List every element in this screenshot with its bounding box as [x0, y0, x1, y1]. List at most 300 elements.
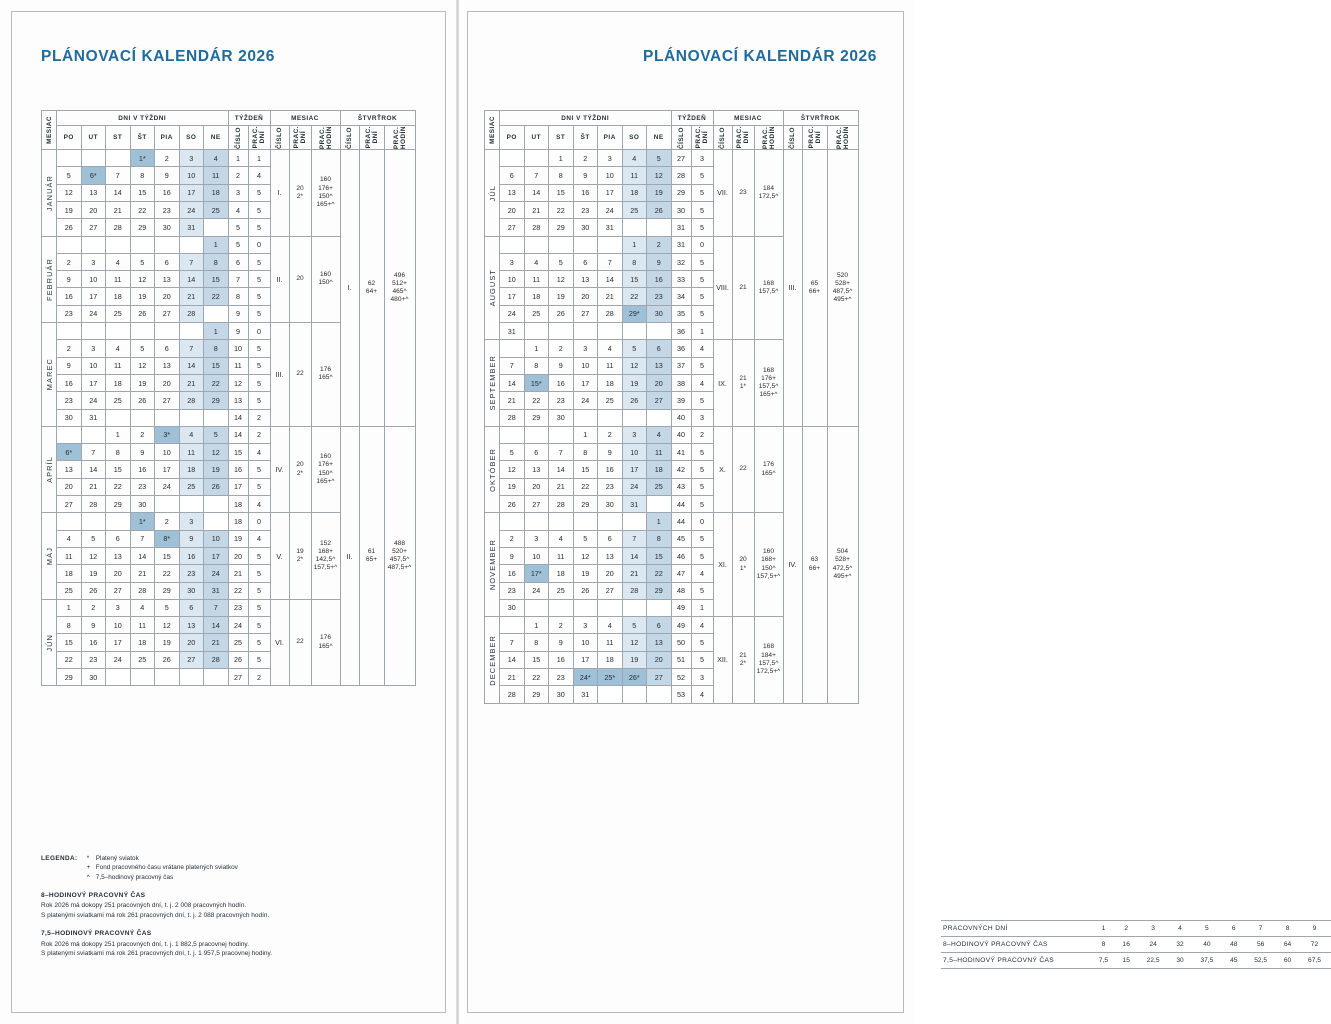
day-cell	[179, 669, 204, 686]
day-cell: 2	[549, 340, 574, 357]
day-cell: 21	[549, 478, 574, 495]
day-cell: 2	[155, 150, 180, 167]
day-cell: 14	[179, 357, 204, 374]
day-cell: 31	[204, 582, 229, 599]
legend-block-heading-8h: 8–HODINOVÝ PRACOVNÝ ČAS	[41, 891, 146, 899]
week-number-cell: 7	[228, 271, 248, 288]
week-number-cell: 28	[671, 167, 691, 184]
day-cell	[179, 236, 204, 253]
legend-block-line: S platenými sviatkami má rok 261 pracovných dní, t. j. 1 957,5 pracovnej hodiny.	[41, 950, 273, 958]
day-cell: 6	[573, 253, 598, 270]
day-cell: 10	[500, 271, 525, 288]
day-cell: 7	[500, 634, 525, 651]
day-cell	[573, 513, 598, 530]
day-cell: 13	[81, 184, 106, 201]
day-cell	[106, 150, 131, 167]
header-weekday-ut: UT	[524, 126, 549, 150]
week-number-cell: 30	[671, 201, 691, 218]
day-cell: 15	[106, 461, 131, 478]
day-cell: 18	[598, 374, 623, 391]
quarter-number-cell: II.	[340, 426, 359, 685]
day-cell: 25	[179, 478, 204, 495]
day-cell: 21	[130, 565, 155, 582]
day-cell: 7	[204, 599, 229, 616]
day-cell: 11	[549, 547, 574, 564]
page-title-left: PLÁNOVACÍ KALENDÁR 2026	[41, 48, 275, 65]
day-cell: 12	[130, 357, 155, 374]
day-cell: 24	[573, 392, 598, 409]
day-cell	[204, 409, 229, 426]
week-number-cell: 27	[671, 150, 691, 167]
day-cell: 24	[598, 201, 623, 218]
day-cell: 5	[57, 167, 82, 184]
day-cell: 4	[598, 340, 623, 357]
week-workdays-cell: 0	[248, 236, 270, 253]
day-cell	[81, 323, 106, 340]
day-cell	[155, 409, 180, 426]
week-number-cell: 38	[671, 374, 691, 391]
day-cell: 20	[598, 565, 623, 582]
day-cell: 8	[204, 253, 229, 270]
page-title-right: PLÁNOVACÍ KALENDÁR 2026	[643, 48, 877, 65]
week-number-cell: 1	[228, 150, 248, 167]
month-label: JÚL	[485, 150, 500, 236]
day-cell: 10	[622, 444, 647, 461]
day-cell: 8	[622, 253, 647, 270]
week-number-cell: 37	[671, 357, 691, 374]
day-cell: 24	[179, 201, 204, 218]
day-cell: 2	[549, 617, 574, 634]
week-workdays-cell: 5	[691, 582, 713, 599]
day-cell: 10	[155, 444, 180, 461]
week-number-cell: 43	[671, 478, 691, 495]
header-month-number: ČÍSLO	[270, 126, 289, 150]
quarter-number-cell: IV.	[783, 426, 802, 703]
hours-value-cell: 2	[1116, 921, 1137, 937]
day-cell: 8	[57, 617, 82, 634]
header-quarter-hours: PRAC. HODÍN	[827, 126, 858, 150]
day-cell: 27	[647, 669, 672, 686]
day-cell	[549, 323, 574, 340]
week-number-cell: 36	[671, 323, 691, 340]
day-cell: 21	[106, 201, 131, 218]
day-cell: 19	[57, 201, 82, 218]
day-cell: 29	[549, 219, 574, 236]
month-workdays-cell: 20 2*	[289, 426, 311, 512]
day-cell	[573, 236, 598, 253]
day-cell: 14	[524, 184, 549, 201]
month-hours-cell: 176 165^	[754, 426, 783, 512]
month-hours-cell: 176 165^	[311, 323, 340, 427]
day-cell: 27	[647, 392, 672, 409]
day-cell: 19	[81, 565, 106, 582]
day-cell: 6	[647, 340, 672, 357]
day-cell: 10	[204, 530, 229, 547]
day-cell: 26	[57, 219, 82, 236]
day-cell: 6	[598, 530, 623, 547]
day-cell: 5	[622, 340, 647, 357]
header-week-workdays: PRAC. DNÍ	[691, 126, 713, 150]
day-cell	[81, 236, 106, 253]
day-cell: 1	[622, 236, 647, 253]
day-cell	[598, 686, 623, 703]
week-workdays-cell: 5	[691, 530, 713, 547]
day-cell: 21	[204, 634, 229, 651]
day-cell: 22	[106, 478, 131, 495]
month-label: MÁJ	[42, 513, 57, 599]
day-cell	[81, 426, 106, 443]
day-cell	[573, 323, 598, 340]
day-cell: 7	[549, 444, 574, 461]
header-week-workdays: PRAC. DNÍ	[248, 126, 270, 150]
day-cell	[155, 236, 180, 253]
day-cell: 1	[524, 617, 549, 634]
day-cell: 9	[57, 271, 82, 288]
month-number-cell: VI.	[270, 599, 289, 685]
month-number-cell: VIII.	[713, 236, 732, 340]
day-cell: 24	[81, 305, 106, 322]
day-cell: 31	[573, 686, 598, 703]
day-cell	[500, 150, 525, 167]
day-cell: 6	[155, 340, 180, 357]
week-number-cell: 49	[671, 617, 691, 634]
day-cell: 6	[179, 599, 204, 616]
day-cell: 15	[549, 184, 574, 201]
day-cell: 16	[549, 651, 574, 668]
day-cell: 5	[573, 530, 598, 547]
hours-value-cell: 3	[1137, 921, 1170, 937]
day-cell: 9	[57, 357, 82, 374]
month-number-cell: IX.	[713, 340, 732, 426]
hours-value-cell: 40	[1190, 937, 1223, 953]
week-workdays-cell: 5	[691, 288, 713, 305]
header-weekday-ut: UT	[81, 126, 106, 150]
week-workdays-cell: 5	[691, 392, 713, 409]
day-cell: 11	[598, 634, 623, 651]
week-number-cell: 32	[671, 253, 691, 270]
day-cell: 18	[106, 374, 131, 391]
month-hours-cell: 168 157,5^	[754, 236, 783, 340]
day-cell: 1	[647, 513, 672, 530]
day-cell: 27	[598, 582, 623, 599]
quarter-number-cell: I.	[340, 150, 359, 427]
day-cell: 23	[179, 565, 204, 582]
day-cell: 26	[204, 478, 229, 495]
day-cell: 27	[500, 219, 525, 236]
month-label: SEPTEMBER	[485, 340, 500, 426]
legend-items	[87, 854, 238, 882]
day-cell: 15	[155, 547, 180, 564]
day-cell: 4	[179, 426, 204, 443]
day-cell: 23	[549, 669, 574, 686]
day-cell: 29	[106, 496, 131, 513]
hours-row-label: 8–HODINOVÝ PRACOVNÝ ČAS	[941, 937, 1091, 953]
day-cell: 2	[57, 340, 82, 357]
week-workdays-cell: 1	[248, 150, 270, 167]
week-workdays-cell: 5	[691, 478, 713, 495]
header-quarter: ŠTVRŤROK	[783, 111, 858, 126]
day-cell	[204, 219, 229, 236]
day-cell: 30	[549, 409, 574, 426]
hours-value-cell: 7	[1244, 921, 1277, 937]
day-cell: 27	[57, 496, 82, 513]
header-month-group: MESIAC	[713, 111, 783, 126]
hours-value-cell: 8	[1277, 921, 1298, 937]
day-cell: 23	[549, 392, 574, 409]
day-cell: 3	[524, 530, 549, 547]
header-month-number: ČÍSLO	[713, 126, 732, 150]
month-number-cell: IV.	[270, 426, 289, 512]
day-cell	[106, 513, 131, 530]
month-number-cell: VII.	[713, 150, 732, 236]
day-cell: 5	[81, 530, 106, 547]
day-cell: 7	[81, 444, 106, 461]
day-cell: 12	[622, 634, 647, 651]
day-cell: 4	[106, 340, 131, 357]
day-cell: 10	[573, 634, 598, 651]
hours-value-cell: 45	[1223, 953, 1244, 969]
day-cell: 22	[647, 565, 672, 582]
day-cell: 9	[573, 167, 598, 184]
day-cell	[106, 236, 131, 253]
day-cell: 23	[500, 582, 525, 599]
day-cell: 21	[622, 565, 647, 582]
page-left	[0, 0, 457, 1024]
day-cell: 29	[647, 582, 672, 599]
day-cell: 17*	[524, 565, 549, 582]
week-number-cell: 25	[228, 634, 248, 651]
day-cell: 9	[549, 634, 574, 651]
day-cell	[130, 669, 155, 686]
day-cell	[622, 323, 647, 340]
month-label: JANUÁR	[42, 150, 57, 236]
week-workdays-cell: 5	[691, 305, 713, 322]
day-cell: 10	[81, 271, 106, 288]
day-cell	[500, 340, 525, 357]
header-month-workdays: PRAC. DNÍ	[732, 126, 754, 150]
header-week-number: ČÍSLO	[228, 126, 248, 150]
day-cell: 28	[179, 305, 204, 322]
day-cell: 20	[57, 478, 82, 495]
day-cell	[598, 513, 623, 530]
day-cell	[179, 496, 204, 513]
week-number-cell: 53	[671, 686, 691, 703]
day-cell: 26	[573, 582, 598, 599]
week-number-cell: 46	[671, 547, 691, 564]
day-cell: 3*	[155, 426, 180, 443]
day-cell: 31	[500, 323, 525, 340]
day-cell: 2	[130, 426, 155, 443]
week-number-cell: 15	[228, 444, 248, 461]
day-cell: 12	[57, 184, 82, 201]
month-hours-cell: 184 172,5^	[754, 150, 783, 236]
week-workdays-cell: 4	[248, 530, 270, 547]
week-workdays-cell: 5	[248, 340, 270, 357]
day-cell	[106, 323, 131, 340]
week-workdays-cell: 0	[691, 236, 713, 253]
day-cell: 18	[647, 461, 672, 478]
day-cell: 28	[500, 686, 525, 703]
day-cell: 4	[598, 617, 623, 634]
day-cell: 25	[598, 392, 623, 409]
day-cell	[524, 150, 549, 167]
week-number-cell: 9	[228, 323, 248, 340]
week-workdays-cell: 5	[691, 271, 713, 288]
day-cell: 8	[524, 357, 549, 374]
day-cell: 27	[573, 305, 598, 322]
week-number-cell: 44	[671, 513, 691, 530]
week-workdays-cell: 5	[248, 565, 270, 582]
week-workdays-cell: 5	[248, 478, 270, 495]
hours-value-cell: 1	[1091, 921, 1116, 937]
day-cell	[500, 617, 525, 634]
day-cell: 18	[204, 184, 229, 201]
week-number-cell: 35	[671, 305, 691, 322]
day-cell: 29	[524, 686, 549, 703]
day-cell: 2	[573, 150, 598, 167]
hours-value-cell: 60	[1277, 953, 1298, 969]
table-row	[42, 150, 416, 167]
day-cell	[57, 150, 82, 167]
day-cell: 26*	[622, 669, 647, 686]
table-row	[941, 953, 1331, 969]
day-cell	[549, 599, 574, 616]
header-weekday-ne: NE	[647, 126, 672, 150]
day-cell: 24	[81, 392, 106, 409]
week-number-cell: 5	[228, 236, 248, 253]
month-hours-cell: 160 176+ 150^ 165+^	[311, 150, 340, 236]
hours-value-cell: 52,5	[1244, 953, 1277, 969]
day-cell: 14	[204, 617, 229, 634]
day-cell: 6	[155, 253, 180, 270]
day-cell: 3	[573, 340, 598, 357]
book-spine	[456, 0, 459, 1024]
week-number-cell: 40	[671, 426, 691, 443]
day-cell: 8*	[155, 530, 180, 547]
day-cell: 23	[57, 305, 82, 322]
hours-value-cell: 56	[1244, 937, 1277, 953]
week-workdays-cell: 5	[691, 357, 713, 374]
day-cell: 14	[81, 461, 106, 478]
quarter-hours-cell: 488 520+ 457,5^ 487,5+^	[384, 426, 415, 685]
day-cell	[524, 236, 549, 253]
day-cell: 25	[106, 392, 131, 409]
week-workdays-cell: 4	[248, 167, 270, 184]
day-cell: 5	[647, 150, 672, 167]
week-number-cell: 10	[228, 340, 248, 357]
day-cell: 26	[549, 305, 574, 322]
legend	[41, 854, 381, 959]
week-number-cell: 22	[228, 582, 248, 599]
day-cell: 8	[106, 444, 131, 461]
week-number-cell: 39	[671, 392, 691, 409]
month-number-cell: III.	[270, 323, 289, 427]
day-cell: 1*	[130, 150, 155, 167]
day-cell: 6	[106, 530, 131, 547]
month-workdays-cell: 20 1*	[732, 513, 754, 617]
header-quarter-workdays: PRAC. DNÍ	[359, 126, 384, 150]
day-cell: 12	[500, 461, 525, 478]
day-cell: 15	[573, 461, 598, 478]
day-cell: 29	[155, 582, 180, 599]
month-hours-cell: 160 150^	[311, 236, 340, 322]
day-cell: 23	[598, 478, 623, 495]
header-quarter-number: ČÍSLO	[340, 126, 359, 150]
week-workdays-cell: 4	[691, 340, 713, 357]
day-cell	[622, 599, 647, 616]
day-cell: 10	[179, 167, 204, 184]
header-weekday-st: ST	[106, 126, 131, 150]
hours-value-cell: 32	[1170, 937, 1191, 953]
day-cell: 19	[130, 374, 155, 391]
month-number-cell: V.	[270, 513, 289, 599]
day-cell: 7	[622, 530, 647, 547]
day-cell: 8	[549, 167, 574, 184]
week-workdays-cell: 5	[248, 547, 270, 564]
day-cell	[598, 323, 623, 340]
day-cell: 25	[130, 651, 155, 668]
header-week: TÝŽDEŇ	[671, 111, 713, 126]
day-cell: 9	[155, 167, 180, 184]
week-number-cell: 45	[671, 530, 691, 547]
quarter-workdays-cell: 65 66+	[802, 150, 827, 427]
week-workdays-cell: 2	[248, 409, 270, 426]
day-cell: 13	[647, 357, 672, 374]
month-label: AUGUST	[485, 236, 500, 340]
day-cell: 18	[106, 288, 131, 305]
day-cell: 14	[622, 547, 647, 564]
day-cell: 18	[524, 288, 549, 305]
day-cell: 23	[130, 478, 155, 495]
month-label: NOVEMBER	[485, 513, 500, 617]
week-number-cell: 20	[228, 547, 248, 564]
week-number-cell: 36	[671, 340, 691, 357]
week-number-cell: 4	[228, 201, 248, 218]
hours-value-cell: 15	[1116, 953, 1137, 969]
day-cell: 1	[204, 323, 229, 340]
header-weekday-pia: PIA	[155, 126, 180, 150]
day-cell: 23	[573, 201, 598, 218]
day-cell	[500, 426, 525, 443]
day-cell: 15	[204, 357, 229, 374]
day-cell: 26	[155, 651, 180, 668]
month-hours-cell: 168 184+ 157,5^ 172,5+^	[754, 617, 783, 703]
week-workdays-cell: 2	[248, 669, 270, 686]
month-workdays-cell: 22	[289, 323, 311, 427]
week-number-cell: 26	[228, 651, 248, 668]
header-weekday-pia: PIA	[598, 126, 623, 150]
day-cell	[57, 513, 82, 530]
week-number-cell: 29	[671, 184, 691, 201]
week-workdays-cell: 5	[248, 184, 270, 201]
week-number-cell: 3	[228, 184, 248, 201]
week-number-cell: 52	[671, 669, 691, 686]
legend-title: LEGENDA:	[41, 855, 78, 862]
day-cell: 17	[500, 288, 525, 305]
month-label: OKTÓBER	[485, 426, 500, 512]
week-workdays-cell: 4	[691, 617, 713, 634]
day-cell: 6	[647, 617, 672, 634]
day-cell: 24	[524, 582, 549, 599]
day-cell: 22	[524, 669, 549, 686]
week-workdays-cell: 5	[691, 253, 713, 270]
day-cell: 14	[500, 651, 525, 668]
day-cell	[573, 599, 598, 616]
day-cell: 19	[130, 288, 155, 305]
hours-value-cell: 24	[1137, 937, 1170, 953]
day-cell: 28	[549, 496, 574, 513]
day-cell	[155, 496, 180, 513]
